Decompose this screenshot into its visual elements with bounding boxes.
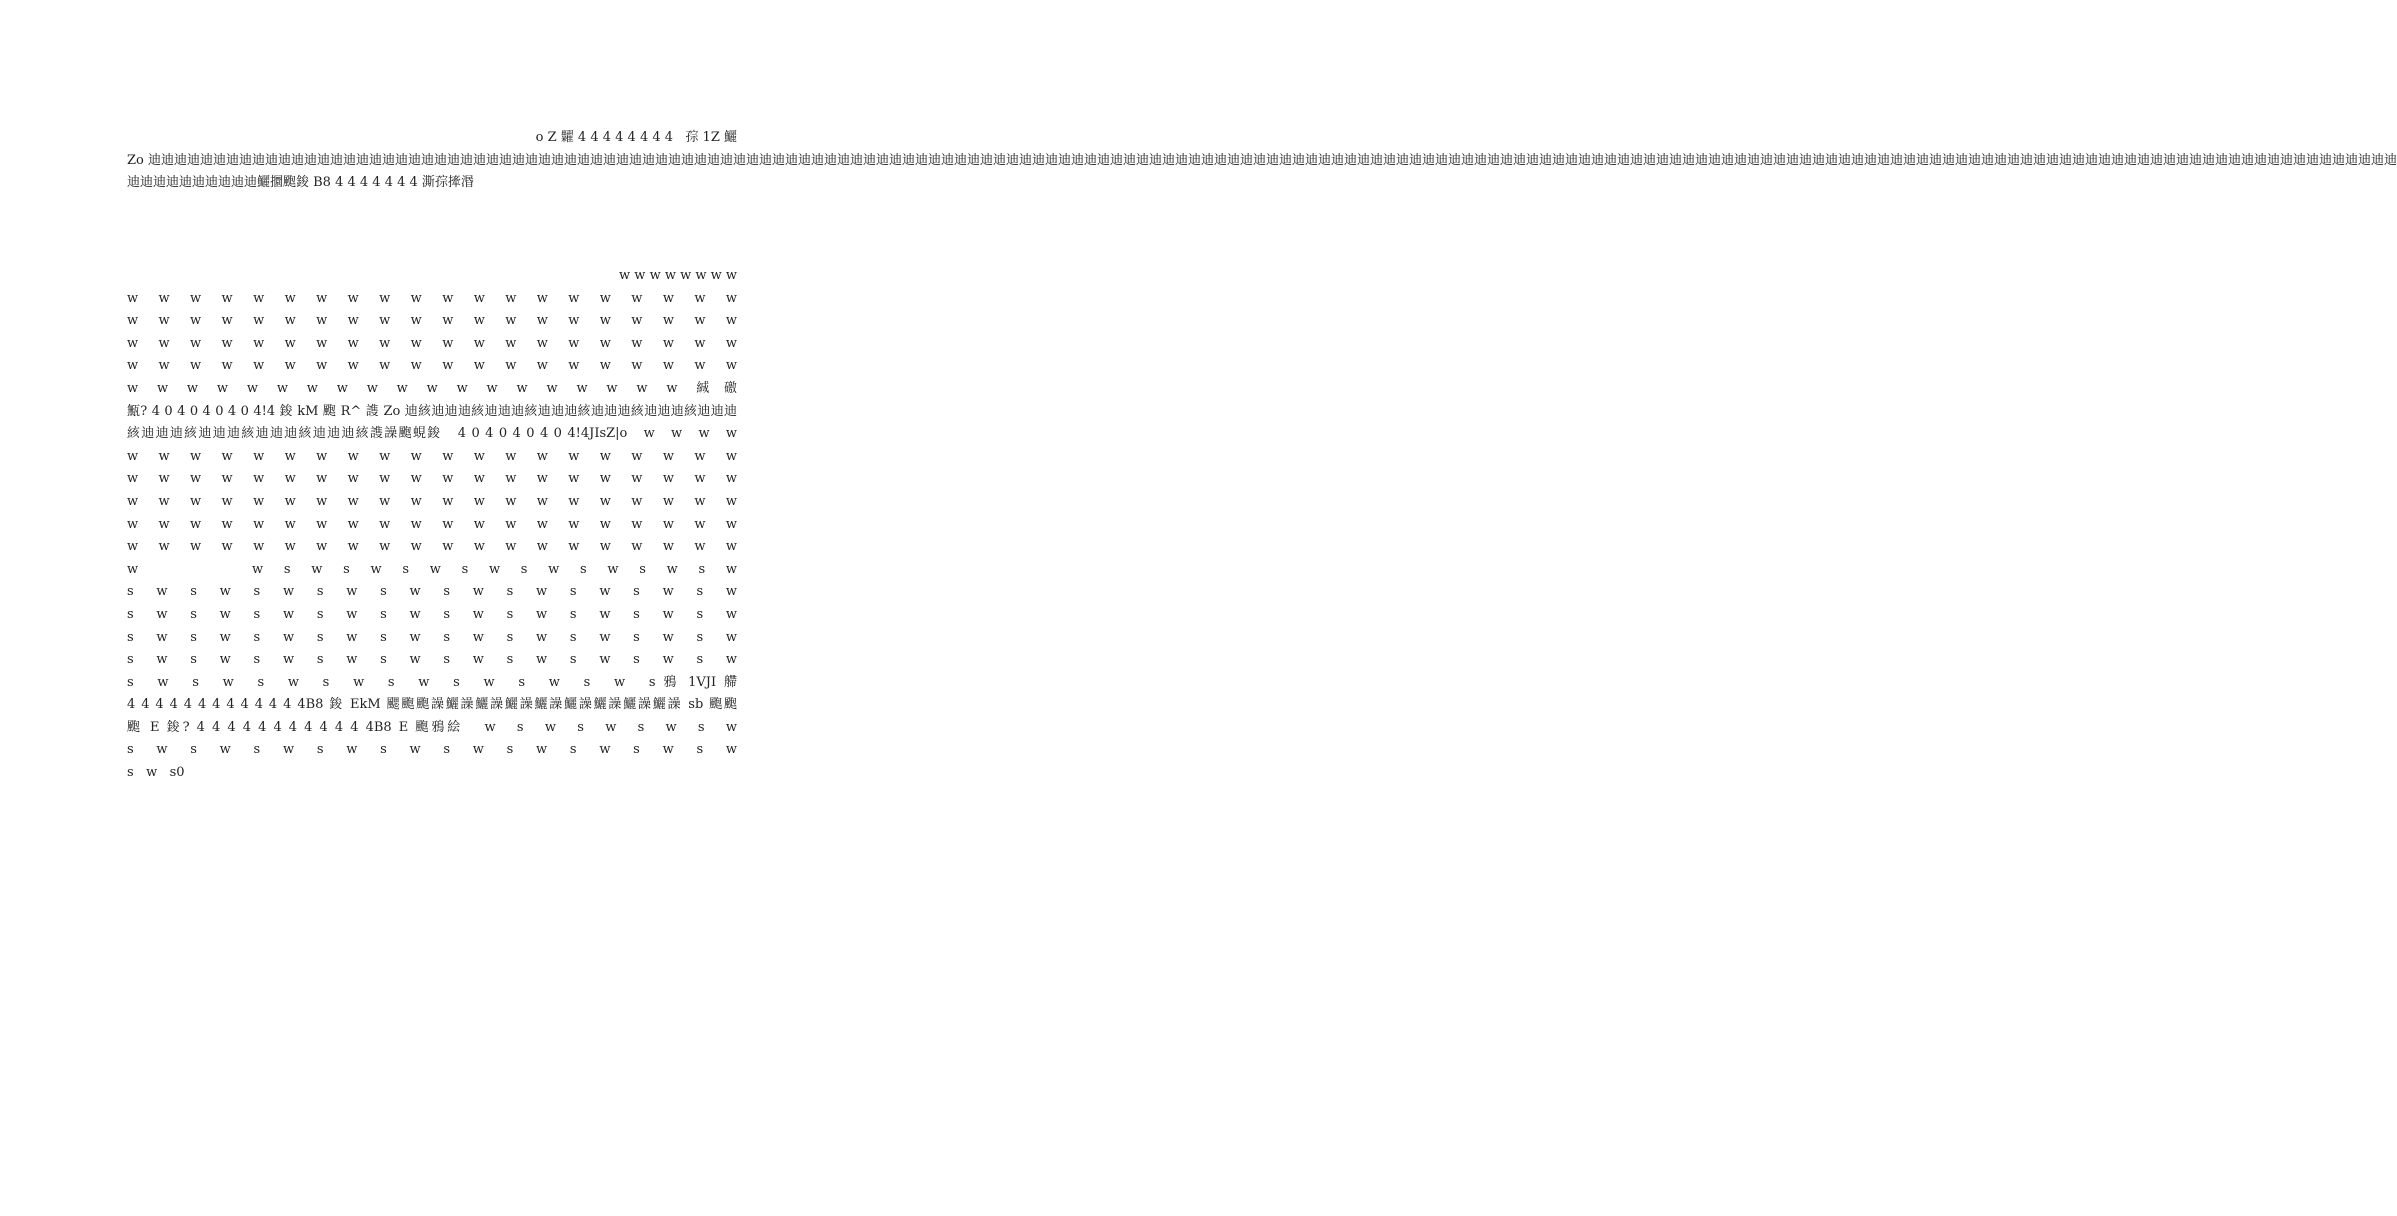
text-block-upper	[127, 127, 2397, 195]
text-line: s w s w s w s w s w s w s w s w s w s w	[127, 606, 737, 622]
text-line: 甒? 4 0 4 0 4 0 4 0 4!4 鋑 kM 颮 R^ 謢 Zo 迪絯迪迪迪絯迪迪迪絯迪迪迪絯迪迪迪絯迪迪迪絯迪迪迪	[127, 403, 737, 419]
text-line: w w w w w w w w w w w w w w w w w w w w	[127, 290, 737, 306]
text-line: Zo 迪迪迪迪迪迪迪迪迪迪迪迪迪迪迪迪迪迪迪迪迪迪迪迪迪迪迪迪迪迪迪迪迪迪迪迪迪迪迪迪迪迪迪迪迪迪迪迪迪迪迪迪迪迪迪迪迪迪迪迪迪迪迪迪迪迪迪迪迪迪迪迪迪迪迪迪迪迪迪迪迪迪迪迪迪迪迪迪迪迪迪迪迪迪迪迪迪迪迪迪迪迪迪迪迪迪迪迪迪迪迪迪迪迪迪迪迪迪迪迪迪迪迪迪迪迪迪迪迪迪迪迪迪迪迪迪迪迪迪迪迪迪迪迪迪迪迪迪迪迪迪迪迪迪迪迪迪迪迪迪迪迪迪迪迪迪迪迪迪迪迪迪迪	[127, 152, 2397, 168]
text-line: w w w w w w w w w w w w w w w w w w w w	[127, 313, 737, 329]
text-line: w w w w w w w w	[619, 268, 737, 283]
text-line: o Z 糶 4 4 4 4 4 4 4 4 孮 1Z 鱺	[535, 130, 737, 145]
text-line: w w w w w w w w w w w w w w w w w w w w	[127, 539, 737, 555]
text-line: 4 4 4 4 4 4 4 4 4 4 4 4 4B8 鋑 EkM 颸颮颮譟鱺譟鱺譟鱺譟鱺譟鱺譟鱺譟鱺譟鱺譟 sb 颮颮	[127, 697, 737, 713]
text-line: 迪迪迪迪迪迪迪迪迪迪鱺攌颮鋑 B8 4 4 4 4 4 4 4 澌孮撁湣	[127, 175, 474, 191]
text-line: s w s w s w s w s w s w s w s w s w s w	[127, 629, 737, 645]
text-line: w w w w w w w w w w w w w w w w w w w w	[127, 471, 737, 487]
text-line: 颮 E 鋑? 4 4 4 4 4 4 4 4 4 4 4 4B8 E 颮鴉絵 w s w s w s w s w	[127, 719, 737, 735]
text-line: w w w w w w w w w w w w w w w w w w w w	[127, 516, 737, 532]
text-line: w w w w w w w w w w w w w w w w w w w w	[127, 335, 737, 351]
text-line: w w s w s w s w s w s w s w s w s w	[127, 561, 737, 577]
text-line: w w w w w w w w w w w w w w w w w w w w	[127, 358, 737, 374]
text-line: s w s w s w s w s w s w s w s w s 鴉 1VJI 艜	[127, 674, 737, 690]
text-line: s w s0	[127, 765, 185, 781]
text-line: s w s w s w s w s w s w s w s w s w s w	[127, 742, 737, 758]
text-line: 絯迪迪迪絯迪迪迪絯迪迪迪絯迪迪迪絯謢譟颮蜆鋑 4 0 4 0 4 0 4 0 4!4JIsZ|o w w w w	[127, 426, 737, 442]
text-line: w w w w w w w w w w w w w w w w w w w 絾礉	[127, 380, 737, 396]
text-line: w w w w w w w w w w w w w w w w w w w w	[127, 448, 737, 464]
text-block-lower	[127, 265, 737, 785]
text-line: s w s w s w s w s w s w s w s w s w s w	[127, 584, 737, 600]
text-line: s w s w s w s w s w s w s w s w s w s w	[127, 652, 737, 668]
text-line: w w w w w w w w w w w w w w w w w w w w	[127, 493, 737, 509]
